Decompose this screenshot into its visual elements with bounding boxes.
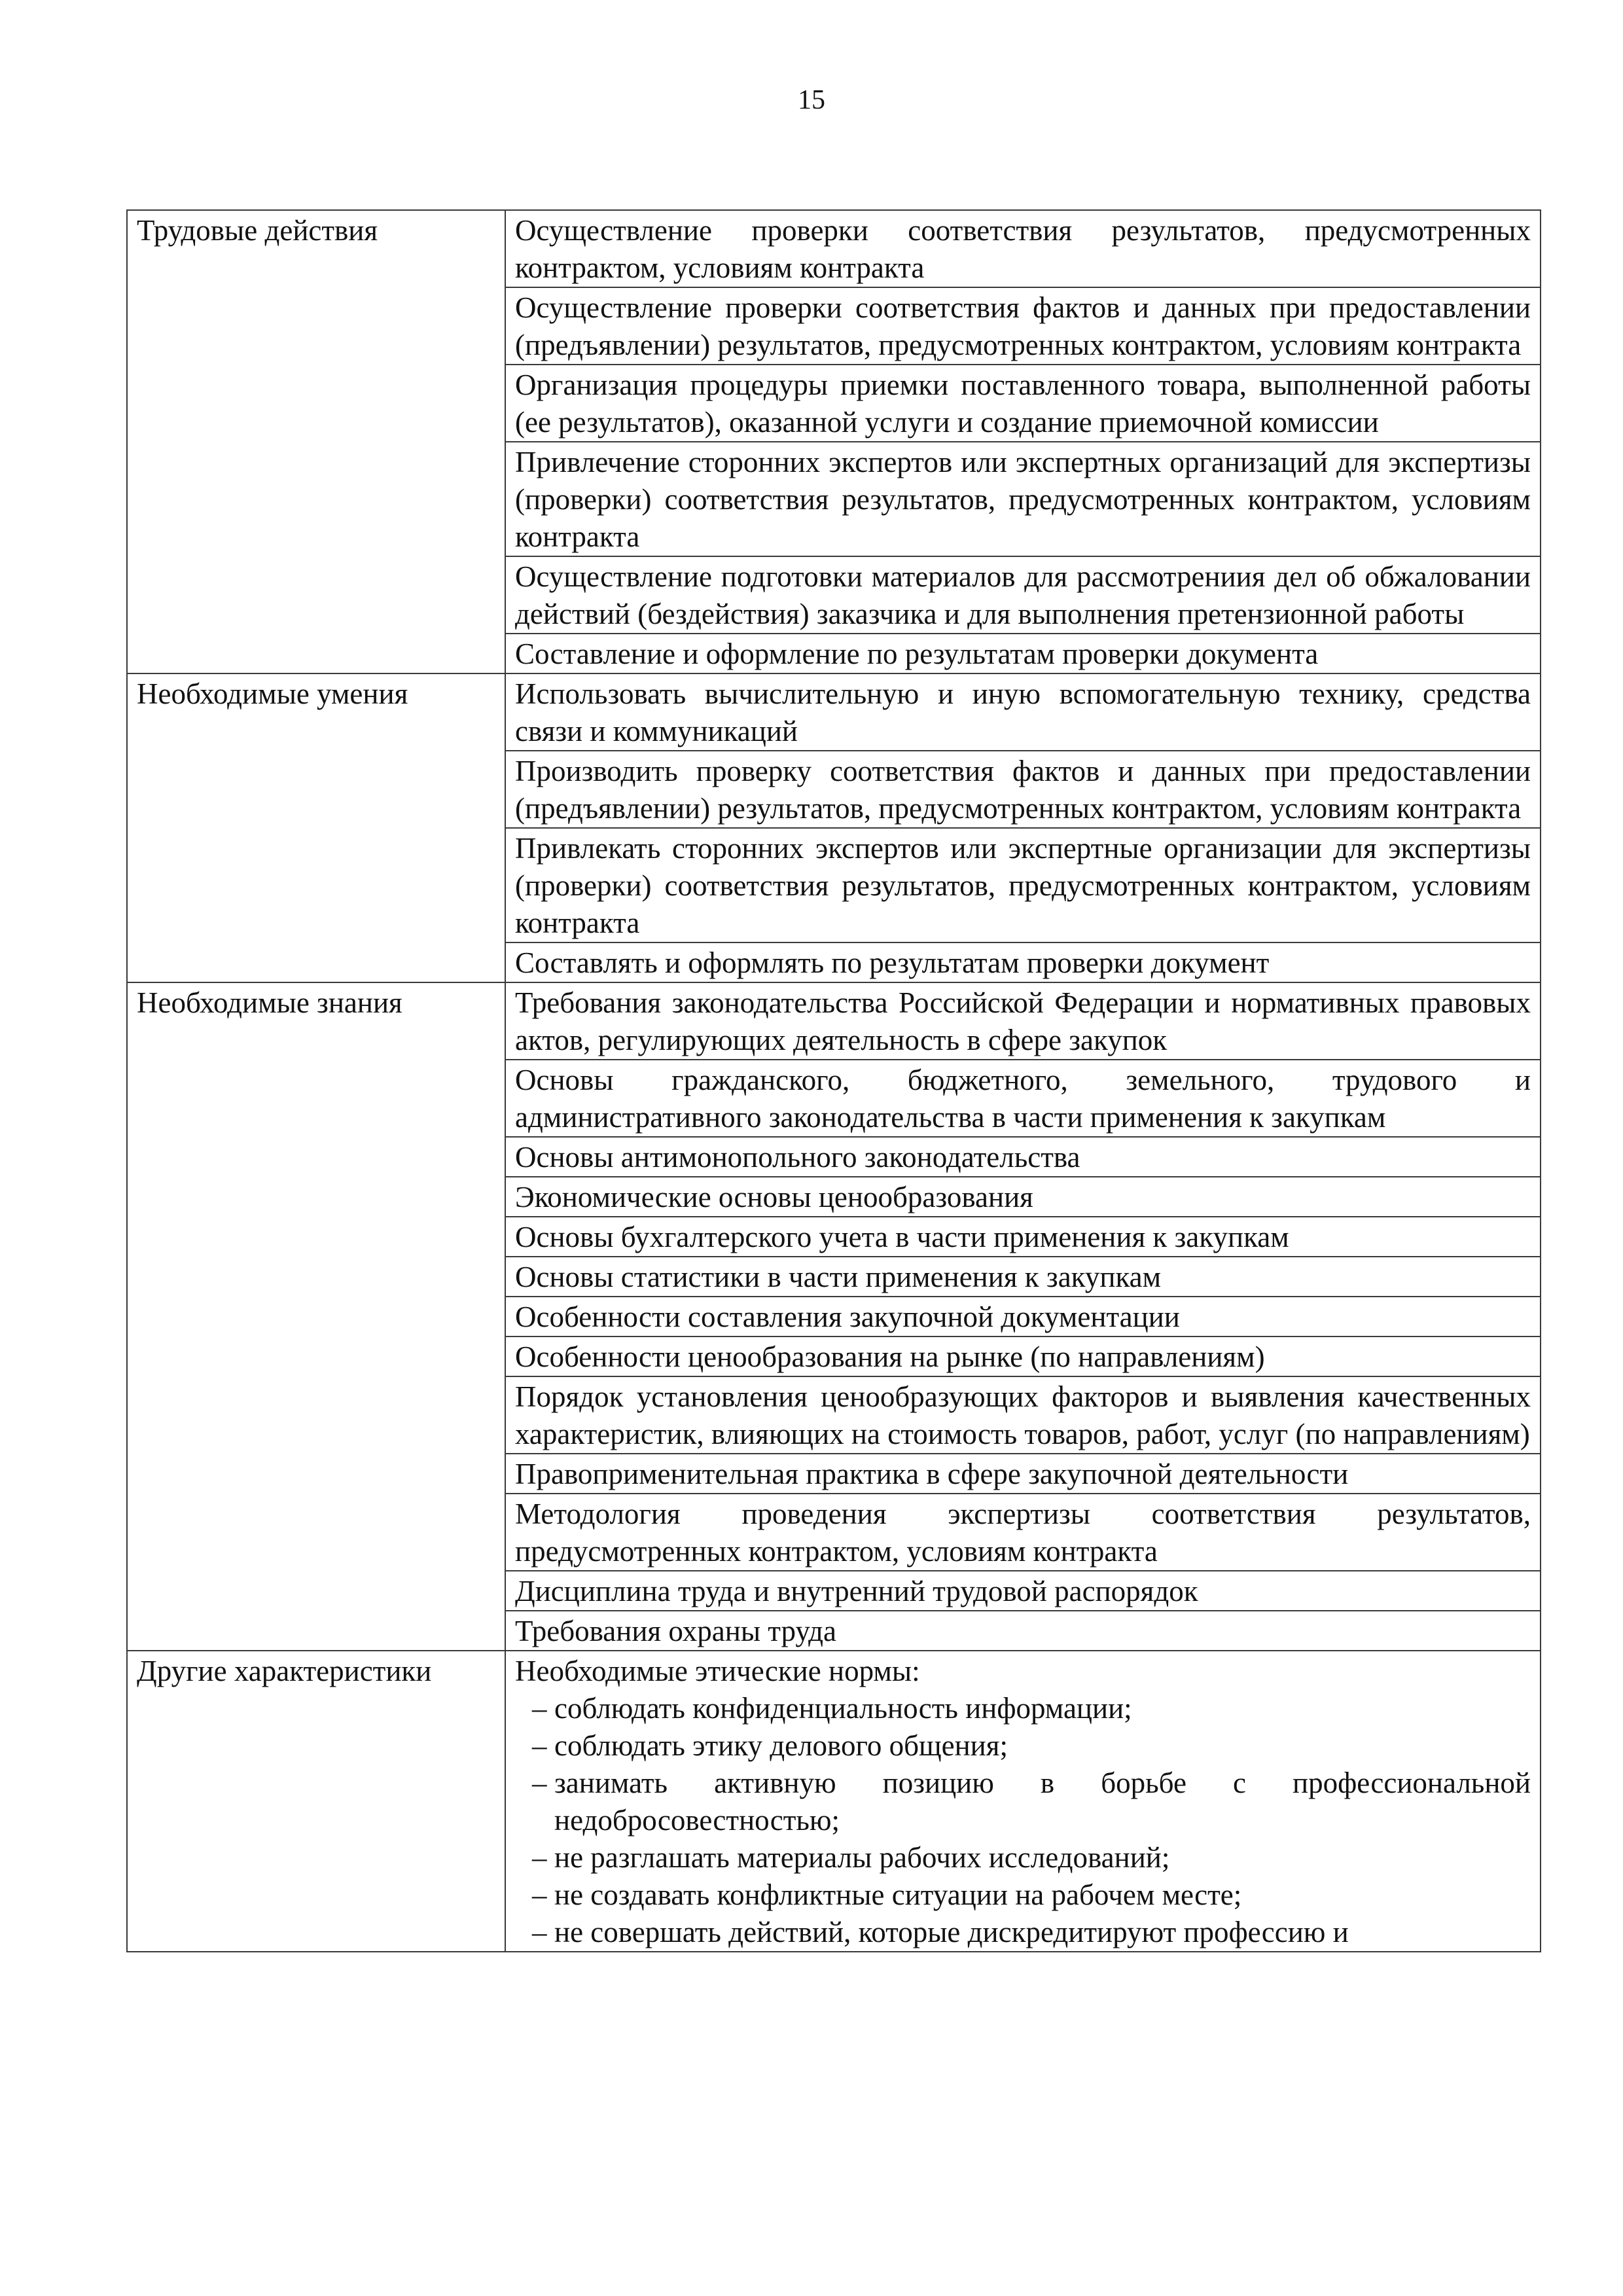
table-row (127, 982, 1541, 1060)
cell-text: Производить проверку соответствия фактов и данных при предоставлении (предъявлении) результатов, предусмотренных контрактом, условиям контракта (515, 755, 1531, 825)
page-number: 15 (798, 85, 825, 115)
cell-text: Организация процедуры приемки поставленного товара, выполненной работы (ее результатов), оказанной услуги и создание приемочной комиссии (515, 368, 1531, 439)
dash-bullet: – (532, 1878, 547, 1911)
list-item (515, 1765, 1531, 1839)
cell-text: Особенности ценообразования на рынке (по направлениям) (515, 1340, 1265, 1373)
cell-text: Составление и оформление по результатам проверки документа (515, 637, 1319, 670)
table-cell (505, 365, 1541, 442)
list-item-text: соблюдать конфиденциальность информации; (554, 1692, 1132, 1725)
cell-text: Требования законодательства Российской Федерации и нормативных правовых актов, регулирующих деятельность в сфере закупок (515, 986, 1531, 1056)
table-cell (505, 1376, 1541, 1454)
list-item-text: занимать активную позицию в борьбе с профессиональной недобросовестностью; (554, 1767, 1531, 1837)
list-item (515, 1876, 1531, 1914)
section-label: Необходимые знания (127, 982, 505, 1651)
table-cell (505, 1217, 1541, 1257)
cell-text: Требования охраны труда (515, 1615, 836, 1647)
table-cell (505, 1060, 1541, 1137)
table-body (127, 210, 1541, 1952)
table-cell (505, 1571, 1541, 1611)
cell-text: Правоприменительная практика в сфере закупочной деятельности (515, 1458, 1349, 1490)
cell-text: Осуществление проверки соответствия результатов, предусмотренных контрактом, условиям контракта (515, 214, 1531, 284)
table-cell (505, 1257, 1541, 1297)
ethics-heading: Необходимые этические нормы: (515, 1655, 920, 1687)
dash-bullet: – (532, 1767, 547, 1799)
table-cell (505, 942, 1541, 982)
cell-text: Составлять и оформлять по результатам проверки документ (515, 946, 1270, 979)
ethics-list (515, 1690, 1531, 1951)
cell-text: Использовать вычислительную и иную вспомогательную технику, средства связи и коммуникаций (515, 677, 1531, 747)
table-cell (505, 287, 1541, 365)
list-item-text: не разглашать материалы рабочих исследований; (554, 1841, 1170, 1874)
competency-table (126, 209, 1541, 1952)
table-cell (505, 442, 1541, 556)
cell-text: Методология проведения экспертизы соответствия результатов, предусмотренных контрактом, условиям контракта (515, 1498, 1531, 1568)
table-cell (505, 982, 1541, 1060)
dash-bullet: – (532, 1729, 547, 1762)
cell-text: Основы бухгалтерского учета в части применения к закупкам (515, 1221, 1289, 1253)
table-cell (505, 828, 1541, 942)
table-row (127, 210, 1541, 287)
table-cell (505, 1137, 1541, 1177)
table-cell (505, 1494, 1541, 1571)
table-cell (505, 673, 1541, 751)
cell-text: Осуществление проверки соответствия фактов и данных при предоставлении (предъявлении) результатов, предусмотренных контрактом, условиям контракта (515, 291, 1531, 361)
list-item-text: не совершать действий, которые дискредитируют профессию и (554, 1916, 1349, 1948)
list-item-text: не создавать конфликтные ситуации на рабочем месте; (554, 1878, 1242, 1911)
cell-text: Основы антимонопольного законодательства (515, 1141, 1080, 1174)
dash-bullet: – (532, 1916, 547, 1948)
dash-bullet: – (532, 1692, 547, 1725)
list-item (515, 1839, 1531, 1876)
ethics-cell (505, 1651, 1541, 1952)
cell-text: Основы статистики в части применения к закупкам (515, 1261, 1162, 1293)
table-cell (505, 210, 1541, 287)
table-cell (505, 1297, 1541, 1336)
section-label: Другие характеристики (127, 1651, 505, 1952)
table-cell (505, 634, 1541, 673)
table-cell (505, 1177, 1541, 1217)
section-label: Необходимые умения (127, 673, 505, 982)
cell-text: Дисциплина труда и внутренний трудовой распорядок (515, 1575, 1198, 1607)
cell-text: Порядок установления ценообразующих факторов и выявления качественных характеристик, влияющих на стоимость товаров, работ, услуг (по направлениям) (515, 1380, 1531, 1450)
list-item (515, 1690, 1531, 1727)
table-row (127, 673, 1541, 751)
table-row (127, 1651, 1541, 1952)
cell-text: Экономические основы ценообразования (515, 1181, 1033, 1213)
table-cell (505, 1611, 1541, 1651)
cell-text: Привлечение сторонних экспертов или экспертных организаций для экспертизы (проверки) соответствия результатов, предусмотренных контрактом, условиям контракта (515, 446, 1531, 553)
dash-bullet: – (532, 1841, 547, 1874)
list-item (515, 1727, 1531, 1765)
table-cell (505, 1336, 1541, 1376)
table-cell (505, 751, 1541, 828)
cell-text: Основы гражданского, бюджетного, земельного, трудового и административного законодательства в части применения к закупкам (515, 1064, 1531, 1134)
list-item (515, 1914, 1531, 1951)
section-label: Трудовые действия (127, 210, 505, 673)
cell-text: Особенности составления закупочной документации (515, 1300, 1180, 1333)
table-cell (505, 1454, 1541, 1494)
list-item-text: соблюдать этику делового общения; (554, 1729, 1008, 1762)
table-cell (505, 556, 1541, 634)
cell-text: Привлекать сторонних экспертов или экспертные организации для экспертизы (проверки) соответствия результатов, предусмотренных контрактом, условиям контракта (515, 832, 1531, 939)
cell-text: Осуществление подготовки материалов для рассмотрениия дел об обжаловании действий (бездействия) заказчика и для выполнения претензионной работы (515, 560, 1531, 630)
